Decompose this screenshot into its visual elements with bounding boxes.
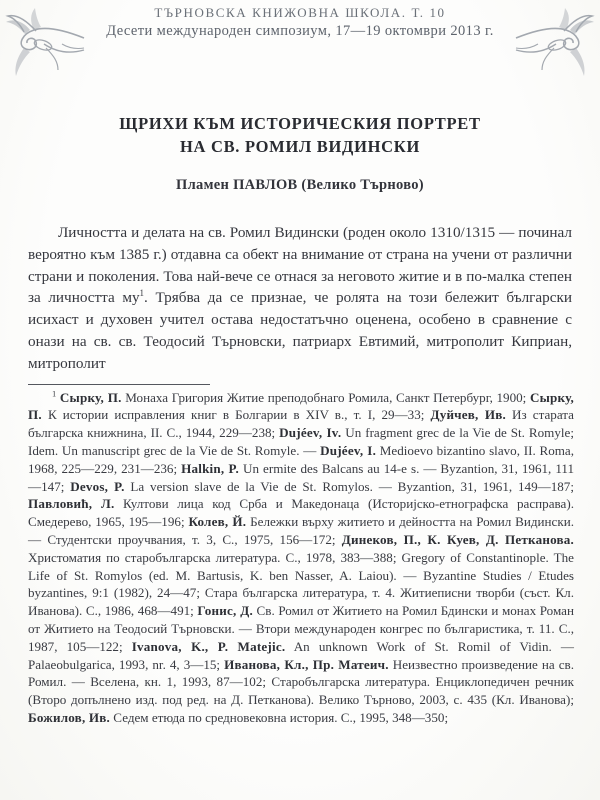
article-title-line2: НА СВ. РОМИЛ ВИДИНСКИ [180,137,420,156]
running-head [0,0,600,40]
footnote-1: $^1$ Сырку, П. Монаха Григория Житие преподобнаго Ромила, Санкт Петербург, 1900; Сырку, П. К истории исправления книг в Болгарии в XIV в., т. I, 29—33; Дуйчев, Ив. Из старата българска книжнина, II. С., 1944, 229—238; Dujéev, Iv. Un fragment grec de la Vie de St. Romyle; Idem. Un manuscript grec de la Vie de St. Romyle. — Dujéev, I. Medioevo bizantino slavo, II. Roma, 1968, 225—229, 231—236; Halkin, P. Un ermite des Balcans au 14-e s. — Byzantion, 31, 1961, 111—147; Devos, P. La version slave de la Vie de St. Romylos. — Byzantion, 31, 1961, 149—187; Павловић, Л. Култови лица код Срба и Македонаца (Историјско-етнографска расправа). Смедерево, 1965, 195—196; Колев, Й. Бележки върху житието и дейността на Ромил Видински. — Студентски проучвания, т. 3, С., 1975, 156—172; Динеков, П., К. Куев, Д. Петканова. Христоматия по старобългарска литература. С., 1978, 383—388; Gregory of Constantinople. The Life of St. Romylos (ed. M. Bartusis, K. ben Nasser, A. Laiou). — Byzantine Studies / Etudes byzantines, 9:1 (1982), 24—47; Стара българска литература, т. 4. Житиеписни творби (съст. Кл. Иванова). С., 1986, 468—491; Гонис, Д. Св. Ромил от Житието на Ромил Бдински и монах Роман от Житието на Теодосий Търновски. — Втори международен конгрес по българистика, т. 11. С., 1987, 105—122; Ivanova, K., P. Matejic. An unknown Work of St. Romil of Vidin. — Palaeobulgarica, 1993, nr. 4, 3—15; Иванова, Кл., Пр. Матеич. Неизвестно произведение на св. Ромил. — Вселена, кн. 1, 1993, 87—102; Старобългарска литература. Енциклопедичен речник (Второ допълнено изд. под ред. на Д. Петканова). Велико Търново, 2003, с. 435 (Кл. Иванова); Божилов, Ив. Седем етюда по средновековна история. С., 1995, 348—350; [28,388,575,725]
article-author: Пламен ПАВЛОВ (Велико Търново) [176,177,424,193]
symposium-line: Десети международен симпозиум, 17—19 октомври 2013 г. [106,23,494,39]
article-title-line1: ЩРИХИ КЪМ ИСТОРИЧЕСКИЯ ПОРТРЕТ [119,114,481,133]
footnote-separator [28,384,210,385]
series-title: ТЪРНОВСКА КНИЖОВНА ШКОЛА. Т. 10 [154,5,446,20]
article-title [0,112,600,158]
body-paragraph: Личността и делата на св. Ромил Видински (роден около 1310/1315 — починал вероятно към 1385 г.) отдавна са обект на внимание от страна на учени от различни страни и поколения. Това най-вече се отнася за неговото житие и в по-малка степен за личността $му^1$. Трябва да се признае, че ролята на този бележит български исихаст и духовен учител остава недостатъчно оценена, особено в сравнение с онази на св. св. Теодосий Търновски, патриарх Евтимий, митрополит Киприан, митрополит [28,224,572,372]
floral-flourish-icon [0,4,86,94]
floral-flourish-icon [514,4,600,94]
